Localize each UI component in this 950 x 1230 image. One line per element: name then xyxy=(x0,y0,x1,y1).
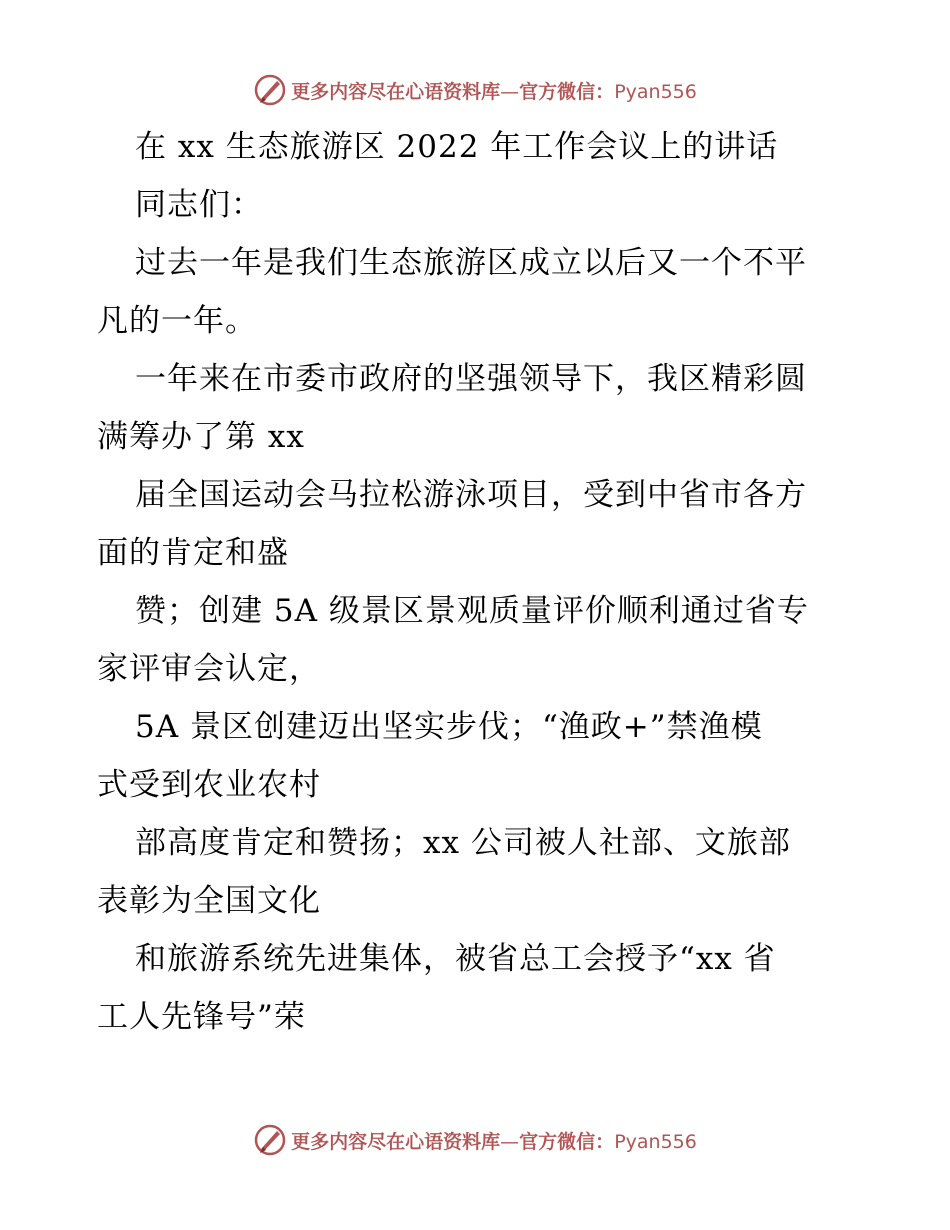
watermark-text xyxy=(291,77,697,104)
document-body xyxy=(97,118,857,1046)
watermark-header xyxy=(0,70,950,110)
text-line: 家评审会认定， xyxy=(97,651,321,687)
text-line: 式受到农业农村 xyxy=(97,767,321,803)
text-line: 部高度肯定和赞扬；xx 公司被人社部、文旅部 xyxy=(135,825,791,861)
watermark-main: 更多内容尽在心语资料库 xyxy=(291,1130,501,1153)
watermark-official: 官方微信： xyxy=(519,1130,615,1153)
watermark-main: 更多内容尽在心语资料库 xyxy=(291,80,501,103)
text-line: 5A 景区创建迈出坚实步伐；“渔政+”禁渔模 xyxy=(135,709,763,745)
watermark-footer xyxy=(0,1120,950,1160)
watermark-dash: — xyxy=(500,80,520,103)
text-line: 届全国运动会马拉松游泳项目，受到中省市各方 xyxy=(135,477,807,513)
text-line: 工人先锋号”荣 xyxy=(97,999,306,1035)
quill-logo-icon xyxy=(253,73,287,107)
text-line: 赞；创建 5A 级景区景观质量评价顺利通过省专 xyxy=(135,593,809,629)
watermark-official: 官方微信： xyxy=(519,80,615,103)
text-line: 一年来在市委市政府的坚强领导下，我区精彩圆 xyxy=(135,361,807,397)
text-line: 满筹办了第 xx xyxy=(97,419,305,455)
text-line: 面的肯定和盛 xyxy=(97,535,289,571)
quill-logo-icon xyxy=(253,1123,287,1157)
text-line: 过去一年是我们生态旅游区成立以后又一个不平 xyxy=(135,245,807,281)
watermark-dash: — xyxy=(500,1130,520,1153)
salutation: 同志们： xyxy=(135,187,263,223)
text-line: 表彰为全国文化 xyxy=(97,883,321,919)
watermark-text xyxy=(291,1127,697,1154)
watermark-id: Pyan556 xyxy=(614,1130,697,1153)
text-line: 凡的一年。 xyxy=(97,303,257,339)
watermark-id: Pyan556 xyxy=(614,80,697,103)
text-line: 和旅游系统先进集体，被省总工会授予“xx 省 xyxy=(135,941,776,977)
document-title: 在 xx 生态旅游区 2022 年工作会议上的讲话 xyxy=(135,129,779,165)
